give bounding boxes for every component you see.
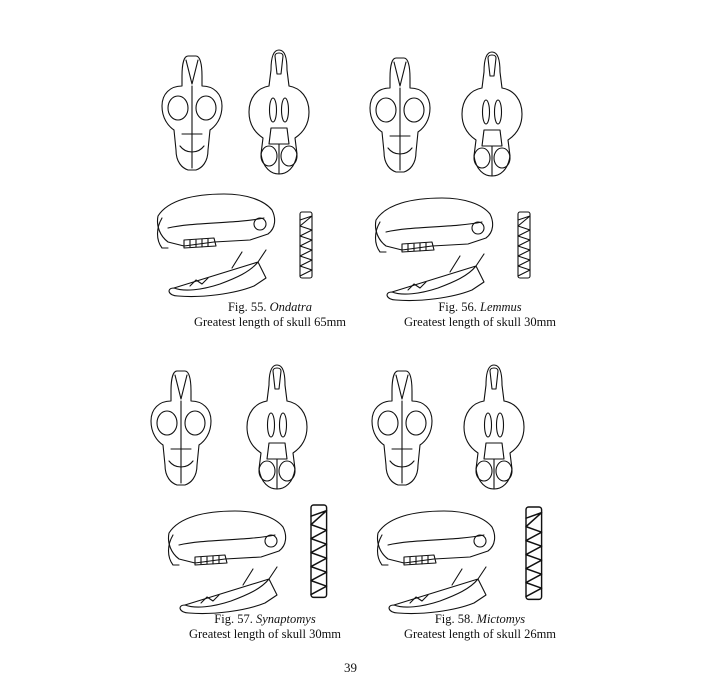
figure-55-ondatra [150,44,390,364]
skull-length: Greatest length of skull 30mm [403,315,557,329]
figure-58-mictomys [360,355,600,675]
skull-length: Greatest length of skull 30mm [188,627,342,641]
molar-row [311,505,327,597]
figure-caption: Fig. 55. Ondatra Greatest length of skull 65mm [150,300,390,330]
molar-row [300,212,312,278]
figure-57-synaptomys [145,355,385,675]
genus-name: Lemmus [480,300,522,314]
figure-caption: Fig. 57. Synaptomys Greatest length of skull 30mm [145,612,385,642]
genus-name: Synaptomys [255,612,316,626]
figure-caption: Fig. 58. Mictomys Greatest length of skull 26mm [360,612,600,642]
skull-length: Greatest length of skull 26mm [403,627,557,641]
genus-name: Mictomys [476,612,526,626]
molar-row [518,212,530,278]
skull-length: Greatest length of skull 65mm [193,315,347,329]
genus-name: Ondatra [269,300,313,314]
figure-caption: Fig. 56. Lemmus Greatest length of skull 30mm [360,300,600,330]
page-number: 39 [344,660,357,675]
molar-row [526,507,542,599]
figure-56-lemmus [360,44,600,364]
